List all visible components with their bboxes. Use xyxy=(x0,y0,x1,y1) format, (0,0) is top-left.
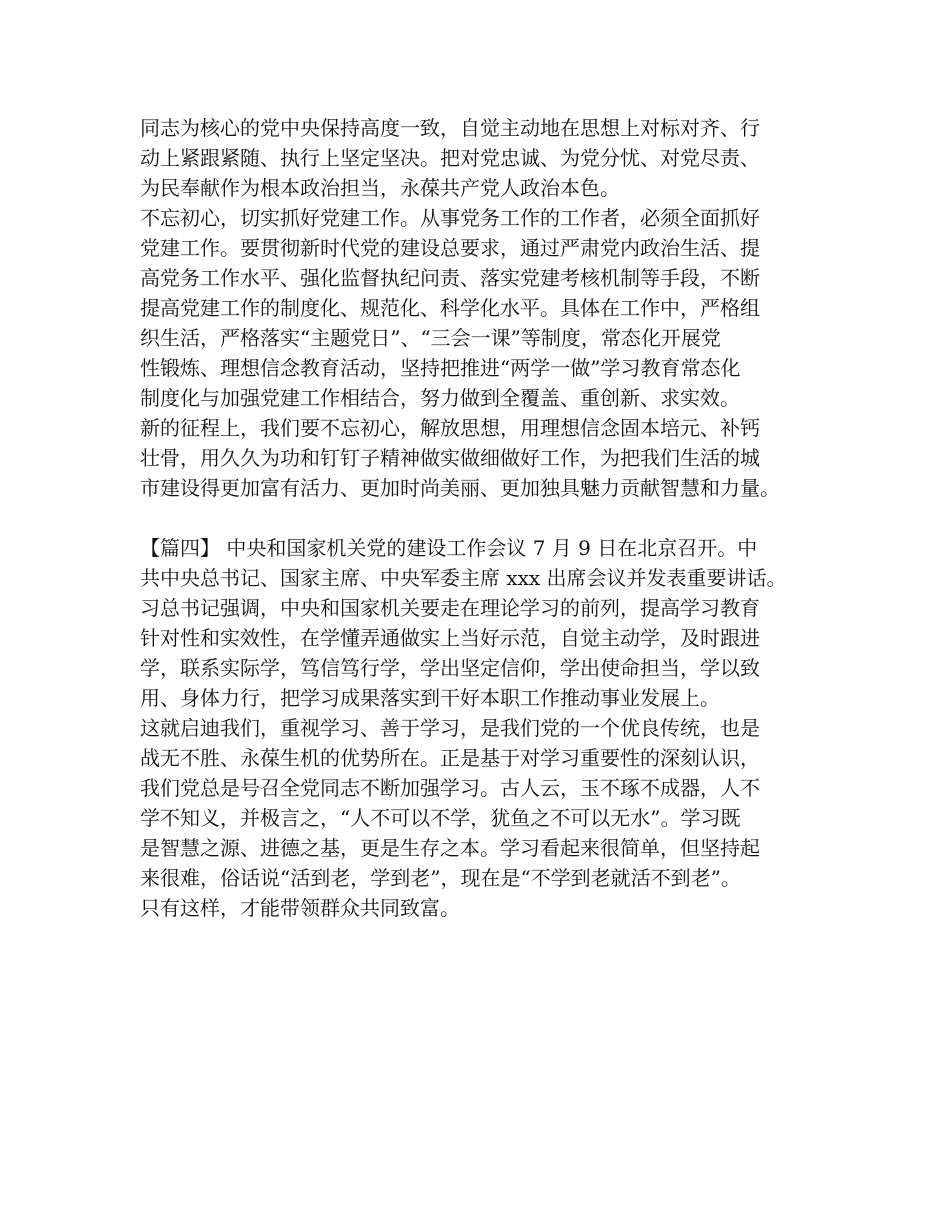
text-line: 共中央总书记、国家主席、中央军委主席 xxx 出席会议并发表重要讲话。 xyxy=(140,566,787,590)
text-line: 制度化与加强党建工作相结合，努力做到全覆盖、重创新、求实效。 xyxy=(140,386,740,410)
text-line: 学不知义，并极言之，“人不可以不学，犹鱼之不可以无水”。学习既 xyxy=(140,806,741,830)
text-line: 我们党总是号召全党同志不断加强学习。古人云，玉不琢不成器，人不 xyxy=(140,776,760,800)
text-line: 只有这样，才能带领群众共同致富。 xyxy=(140,896,460,920)
text-line: 用、身体力行，把学习成果落实到干好本职工作推动事业发展上。 xyxy=(140,686,720,710)
document-body xyxy=(140,113,830,923)
text-line: 这就启迪我们，重视学习、善于学习，是我们党的一个优良传统，也是 xyxy=(140,716,760,740)
text-line: 动上紧跟紧随、执行上坚定坚决。把对党忠诚、为党分忧、对党尽责、 xyxy=(140,146,760,170)
blank-line xyxy=(140,503,830,533)
text-line: 为民奉献作为根本政治担当，永葆共产党人政治本色。 xyxy=(140,176,620,200)
text-line: 针对性和实效性，在学懂弄通做实上当好示范，自觉主动学，及时跟进 xyxy=(140,626,760,650)
text-line: 党建工作。要贯彻新时代党的建设总要求，通过严肃党内政治生活、提 xyxy=(140,236,760,260)
text-line: 市建设得更加富有活力、更加时尚美丽、更加独具魅力贡献智慧和力量。 xyxy=(140,476,780,500)
text-line: 织生活，严格落实“主题党日”、“三会一课”等制度，常态化开展党 xyxy=(140,326,721,350)
text-line: 是智慧之源、进德之基，更是生存之本。学习看起来很简单，但坚持起 xyxy=(140,836,760,860)
text-line: 高党务工作水平、强化监督执纪问责、落实党建考核机制等手段，不断 xyxy=(140,266,760,290)
text-line: 壮骨，用久久为功和钉钉子精神做实做细做好工作，为把我们生活的城 xyxy=(140,446,760,470)
text-line: 提高党建工作的制度化、规范化、科学化水平。具体在工作中，严格组 xyxy=(140,296,760,320)
text-line: 同志为核心的党中央保持高度一致，自觉主动地在思想上对标对齐、行 xyxy=(140,116,760,140)
text-line: 【篇四】 中央和国家机关党的建设工作会议 7 月 9 日在北京召开。中 xyxy=(140,536,758,560)
text-line: 学，联系实际学，笃信笃行学，学出坚定信仰，学出使命担当，学以致 xyxy=(140,656,760,680)
text-line: 习总书记强调，中央和国家机关要走在理论学习的前列，提高学习教育 xyxy=(140,596,760,620)
text-line: 不忘初心，切实抓好党建工作。从事党务工作的工作者，必须全面抓好 xyxy=(140,206,760,230)
text-line: 战无不胜、永葆生机的优势所在。正是基于对学习重要性的深刻认识， xyxy=(140,746,760,770)
text-line: 新的征程上，我们要不忘初心，解放思想，用理想信念固本培元、补钙 xyxy=(140,416,760,440)
text-line: 性锻炼、理想信念教育活动，坚持把推进“两学一做”学习教育常态化 xyxy=(140,356,741,380)
text-line: 来很难，俗话说“活到老，学到老”，现在是“不学到老就活不到老”。 xyxy=(140,866,741,890)
